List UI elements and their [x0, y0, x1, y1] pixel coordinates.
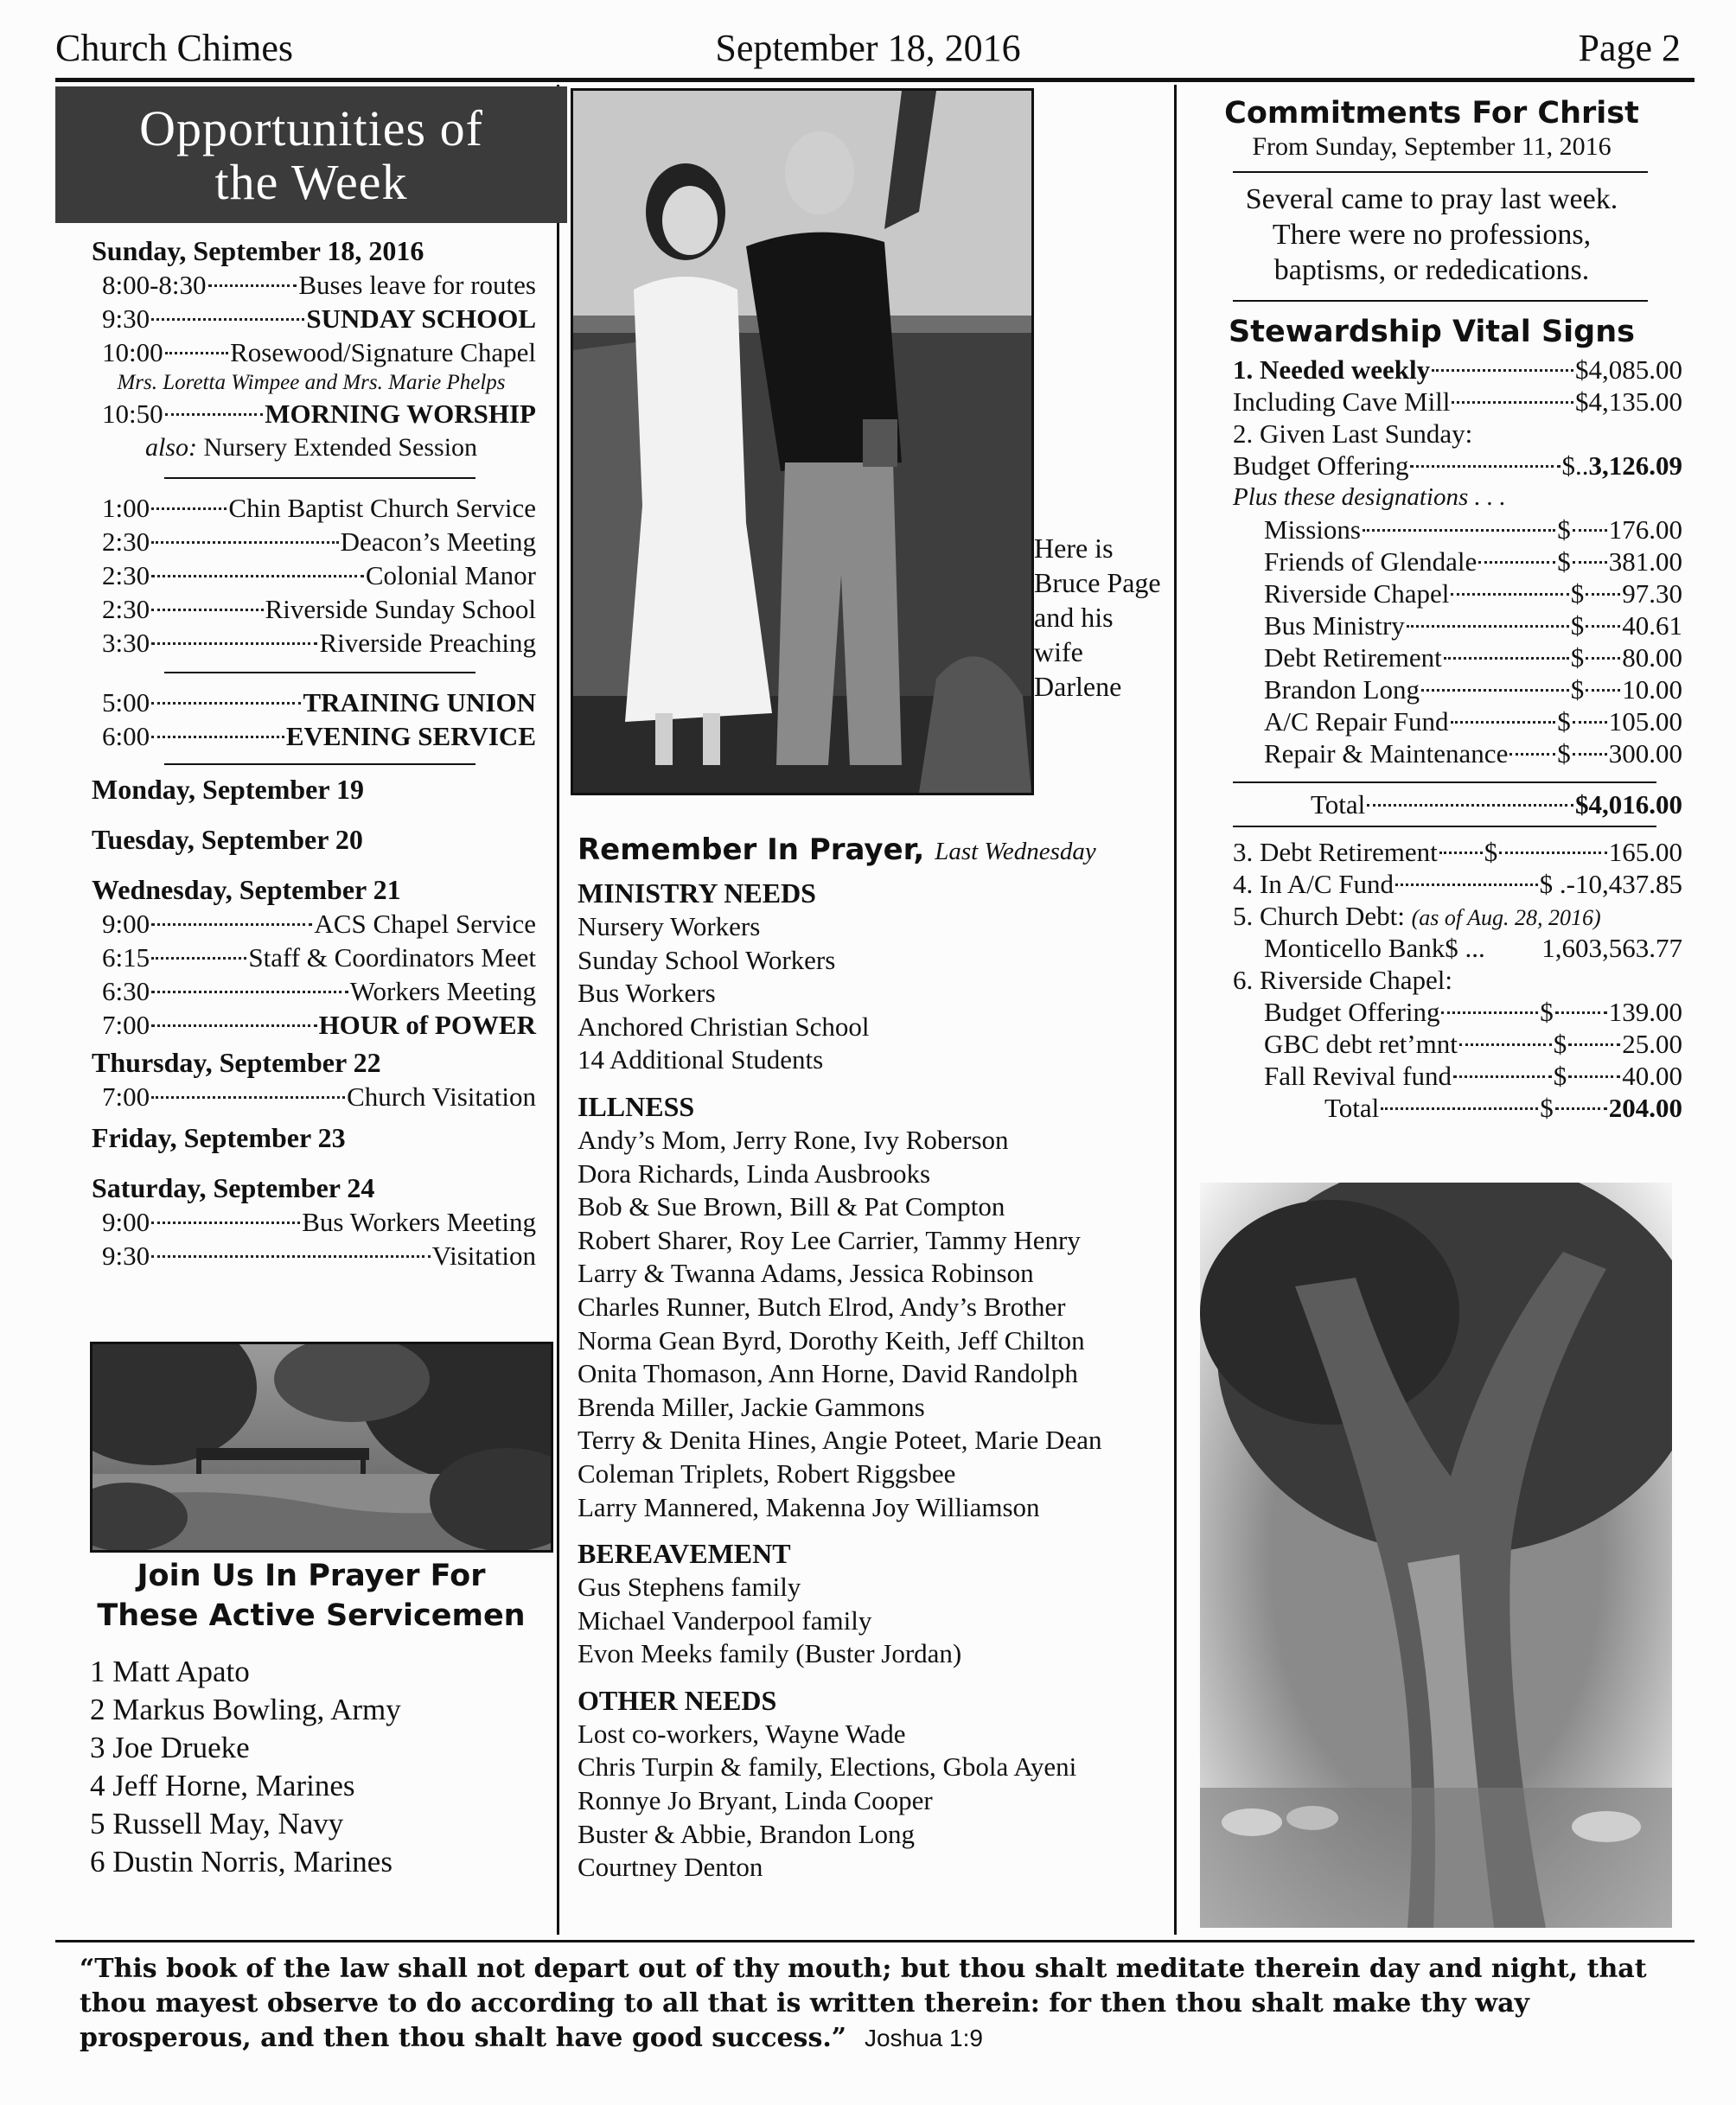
schedule-row: 9:30 Visitation [102, 1241, 536, 1271]
prayer-item: Ronnye Jo Bryant, Linda Cooper [578, 1785, 933, 1816]
serviceman-item: 4 Jeff Horne, Marines [90, 1769, 355, 1802]
designation-row: Bus Ministry $ 40.61 [1264, 610, 1682, 641]
prayer-item: Lost co-workers, Wayne Wade [578, 1718, 906, 1749]
riverside-row: Fall Revival fund $ 40.00 [1264, 1061, 1682, 1091]
prayer-item: Courtney Denton [578, 1852, 763, 1883]
day-heading-sunday: Sunday, September 18, 2016 [92, 235, 424, 266]
prayer-item: Larry & Twanna Adams, Jessica Robinson [578, 1258, 1034, 1289]
prayer-item: 14 Additional Students [578, 1044, 824, 1075]
prayer-item: Gus Stephens family [578, 1572, 801, 1603]
debt-retirement-row: 3. Debt Retirement $ 165.00 [1233, 837, 1682, 867]
prayer-item: Brenda Miller, Jackie Gammons [578, 1391, 925, 1422]
day-heading-thursday: Thursday, September 22 [92, 1047, 381, 1078]
prayer-item: Andy’s Mom, Jerry Rone, Ivy Roberson [578, 1124, 1009, 1155]
scripture-quote: “This book of the law shall not depart out of thy mouth; but thou shalt meditate therein day and night, that thou mayest observe to do according to all that is written therein: for then thou shalt make thy way prosperous, and then thou shalt have good success.” Joshua 1:9 [80, 1954, 1647, 2053]
prayer-item: Evon Meeks family (Buster Jordan) [578, 1638, 962, 1669]
schedule-row: 5:00 TRAINING UNION [102, 687, 536, 718]
church-debt-row: 5. Church Debt: (as of Aug. 28, 2016) [1233, 901, 1601, 931]
page-number: Page 2 [1578, 27, 1681, 69]
total-rule [1233, 781, 1656, 783]
prayer-item: Coleman Triplets, Robert Riggsbee [578, 1458, 956, 1489]
prayer-item: Charles Runner, Butch Elrod, Andy’s Brother [578, 1291, 1066, 1322]
prayer-title: Remember In Prayer, Last Wednesday [578, 832, 1096, 867]
servicemen-list [90, 1653, 557, 1881]
bruce-darlene-photo [571, 88, 1034, 795]
page-header [55, 26, 1681, 78]
commitments-subtitle: From Sunday, September 11, 2016 [1252, 132, 1612, 161]
column-divider-right [1174, 85, 1177, 1935]
prayer-item: Dora Richards, Linda Ausbrooks [578, 1158, 931, 1189]
prayer-item: Anchored Christian School [578, 1011, 870, 1042]
cave-mill-row: Including Cave Mill $4,135.00 [1233, 386, 1682, 417]
commitments-body: Several came to pray last week. There were no professions, baptisms, or rededications. [1245, 183, 1618, 286]
right-column [1181, 95, 1682, 1124]
prayer-section-heading: BEREAVEMENT [578, 1538, 791, 1570]
budget-offering-row: Budget Offering $.. 3,126.09 [1233, 450, 1682, 481]
riverside-label: 6. Riverside Chapel: [1233, 965, 1452, 995]
serviceman-item: 6 Dustin Norris, Marines [90, 1845, 393, 1879]
schedule-row: 2:30 Colonial Manor [102, 560, 536, 590]
prayer-item: Terry & Denita Hines, Angie Poteet, Marie Dean [578, 1425, 1102, 1456]
chapel-note: Mrs. Loretta Wimpee and Mrs. Marie Phelps [117, 371, 506, 394]
needed-weekly-row: 1. Needed weekly $4,085.00 [1233, 354, 1682, 385]
schedule-row: 9:30 SUNDAY SCHOOL [102, 303, 536, 334]
serviceman-item: 5 Russell May, Navy [90, 1807, 344, 1840]
prayer-item: Buster & Abbie, Brandon Long [578, 1818, 916, 1849]
prayer-item: Bus Workers [578, 978, 716, 1009]
riverside-row: Total $ 204.00 [1324, 1093, 1682, 1123]
designation-row: Debt Retirement $ 80.00 [1264, 642, 1682, 673]
prayer-section-heading: MINISTRY NEEDS [578, 877, 816, 909]
schedule-row: 10:00 Rosewood/Signature Chapel [102, 337, 536, 367]
schedule-divider [164, 672, 475, 673]
day-heading-wednesday: Wednesday, September 21 [92, 874, 401, 905]
river-bridge-photo [90, 1342, 553, 1553]
day-heading-friday: Friday, September 23 [92, 1122, 346, 1153]
prayer-item: Norma Gean Byrd, Dorothy Keith, Jeff Chilton [578, 1324, 1085, 1355]
day-heading-saturday: Saturday, September 24 [92, 1172, 375, 1203]
schedule-row: 1:00 Chin Baptist Church Service [102, 493, 536, 523]
issue-date: September 18, 2016 [715, 27, 1021, 69]
prayer-section-heading: ILLNESS [578, 1090, 695, 1122]
prayer-list [578, 826, 1165, 1885]
nursery-note: also: Nursery Extended Session [144, 433, 478, 462]
schedule-row: 6:15 Staff & Coordinators Meet [102, 942, 536, 973]
day-heading-tuesday: Tuesday, September 20 [92, 824, 363, 855]
schedule-divider [164, 477, 475, 479]
schedule-row: 10:50 MORNING WORSHIP [102, 399, 536, 429]
designation-row: A/C Repair Fund $ 105.00 [1264, 706, 1682, 737]
designation-row: Missions $ 176.00 [1264, 514, 1682, 545]
publication-name: Church Chimes [55, 27, 293, 69]
serviceman-item: 3 Joe Drueke [90, 1731, 250, 1764]
riverside-row: Budget Offering $ 139.00 [1264, 997, 1682, 1027]
schedule-row: 9:00 Bus Workers Meeting [102, 1207, 536, 1237]
schedule-row: 6:00 EVENING SERVICE [102, 721, 536, 751]
servicemen-title: Join Us In Prayer For These Active Servicemen [97, 1559, 526, 1633]
commitments-title: Commitments For Christ [1224, 96, 1639, 131]
prayer-item: Nursery Workers [578, 911, 761, 941]
ac-fund-row: 4. In A/C Fund $ . -10,437.85 [1233, 869, 1682, 899]
schedule-row: 7:00 HOUR of POWER [102, 1010, 536, 1040]
given-label: 2. Given Last Sunday: [1233, 418, 1473, 449]
tree-photo [1200, 1183, 1672, 1928]
designation-row: Brandon Long $ 10.00 [1264, 674, 1682, 705]
prayer-item: Sunday School Workers [578, 944, 836, 975]
schedule-row: 8:00-8:30 Buses leave for routes [102, 270, 536, 300]
designation-row: Friends of Glendale $ 381.00 [1264, 546, 1682, 577]
schedule-row: 9:00 ACS Chapel Service [102, 909, 536, 939]
serviceman-item: 2 Markus Bowling, Army [90, 1693, 401, 1726]
opportunities-title-line2: the Week [214, 154, 408, 210]
prayer-section-heading: OTHER NEEDS [578, 1684, 777, 1716]
designation-row: Repair & Maintenance $ 300.00 [1264, 738, 1682, 769]
photo-caption: Here is Bruce Page and his wife Darlene [1034, 533, 1161, 702]
header-rule [55, 78, 1695, 82]
opportunities-title-box [55, 86, 567, 223]
schedule-row: 3:30 Riverside Preaching [102, 628, 536, 658]
schedule-divider [164, 763, 475, 765]
prayer-item: Bob & Sue Brown, Bill & Pat Compton [578, 1191, 1005, 1222]
prayer-item: Larry Mannered, Makenna Joy Williamson [578, 1491, 1040, 1522]
commitments-rule [1233, 171, 1648, 173]
total-row: Total $4,016.00 [1311, 789, 1682, 820]
total-rule-2 [1233, 826, 1656, 827]
designation-row: Riverside Chapel $ 97.30 [1264, 578, 1682, 609]
schedule-row: 7:00 Church Visitation [102, 1081, 536, 1112]
riverside-row: GBC debt ret’mnt $ 25.00 [1264, 1029, 1682, 1059]
schedule-row: 6:30 Workers Meeting [102, 976, 536, 1006]
footer-rule [55, 1940, 1695, 1942]
opportunities-title-line1: Opportunities of [139, 100, 483, 156]
designations-label: Plus these designations . . . [1233, 483, 1506, 511]
prayer-item: Chris Turpin & family, Elections, Gbola Ayeni [578, 1751, 1077, 1783]
stewardship-rule [1233, 300, 1648, 302]
schedule-row: 2:30 Riverside Sunday School [102, 594, 536, 624]
prayer-item: Onita Thomason, Ann Horne, David Randolph [578, 1358, 1078, 1389]
column-divider-left [557, 85, 559, 1935]
prayer-item: Robert Sharer, Roy Lee Carrier, Tammy Henry [578, 1224, 1081, 1255]
weekly-schedule [86, 233, 536, 1273]
schedule-row: 2:30 Deacon’s Meeting [102, 526, 536, 557]
monticello-row: Monticello Bank$ ... 1,603,563.77 [1264, 933, 1682, 963]
day-heading-monday: Monday, September 19 [92, 774, 364, 805]
stewardship-title: Stewardship Vital Signs [1229, 315, 1635, 349]
prayer-item: Michael Vanderpool family [578, 1604, 872, 1636]
serviceman-item: 1 Matt Apato [90, 1655, 250, 1688]
